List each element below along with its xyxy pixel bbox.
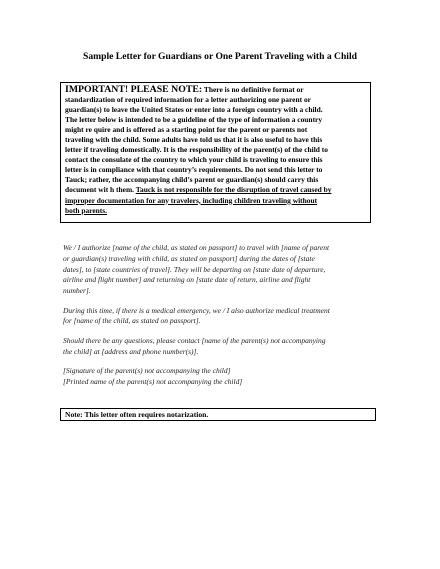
disclaimer-underlined: improper documentation for any travelers, including children traveling without — [65, 195, 318, 205]
important-notice-lead: IMPORTANT! PLEASE NOTE: — [65, 84, 203, 95]
important-notice-text: There is no definitive format or — [202, 85, 304, 94]
paragraph-line: Should there be any questions, please contact [name of the parent(s) not accompanying — [63, 335, 326, 345]
important-notice-line: might re quire and is offered as a starting point for the parent or parents not — [65, 125, 308, 135]
signature-line: [Signature of the parent(s) not accompanying the child] — [63, 365, 231, 375]
paragraph-line: the child] at [address and phone number(s)]. — [63, 346, 199, 356]
contact-paragraph — [63, 336, 383, 358]
paragraph-line: During this time, if there is a medical emergency, we / I also authorize medical treatment — [63, 305, 330, 315]
paragraph-line: or guardian(s) traveling with child, as stated on passport] during the dates of [state — [63, 253, 315, 263]
important-notice-line: standardization of required information for a letter authorizing one parent or — [65, 95, 311, 105]
document-title: Sample Letter for Guardians or One Parent Traveling with a Child — [83, 51, 357, 62]
disclaimer-underlined: both parents. — [65, 205, 108, 215]
important-notice-line: The letter below is intended to be a guideline of the type of information a country — [65, 115, 323, 125]
letter-body — [63, 243, 383, 396]
important-notice-line: traveling with the child. Some adults have told us that it is also useful to have this — [65, 135, 323, 145]
paragraph-line: number]. — [63, 286, 91, 296]
important-notice-line: letter if traveling domestically. It is the responsibility of the parent(s) of the child to — [65, 145, 328, 155]
paragraph-line: for [name of the child, as stated on passport]. — [63, 316, 201, 326]
important-notice-line — [65, 185, 368, 195]
authorization-paragraph — [63, 243, 383, 297]
important-notice-line: Tauck; rather, the accompanying child’s parent or guardian(s) should carry this — [65, 175, 319, 185]
paragraph-line: dates], to [state countries of travel]. They will be departing on [state date of departure, — [63, 264, 326, 274]
important-notice-line: guardian(s) to leave the United States or enter into a foreign country with a child. — [65, 105, 323, 115]
medical-paragraph — [63, 306, 383, 328]
important-notice-line: contact the consulate of the country to which your child is traveling to ensure this — [65, 155, 323, 165]
disclaimer-underlined: Tauck is not responsible for the disruption of travel caused by — [135, 185, 332, 195]
paragraph-line: We / I authorize [name of the child, as stated on passport] to travel with [name of parent — [63, 243, 330, 252]
notarization-note: Note: This letter often requires notarization. — [60, 408, 376, 421]
paragraph-line: airline and flight number] and returning on [state date of return, airline and flight — [63, 275, 311, 285]
important-notice-line-1 — [65, 85, 368, 95]
printed-name-line: [Printed name of the parent(s) not accompanying the child] — [63, 376, 243, 386]
important-notice-text: document wit h them. — [65, 185, 136, 195]
signature-block — [63, 366, 383, 388]
important-notice-box — [60, 82, 371, 223]
important-notice-line: letter is in compliance with that country’s requirements. Do not send this letter to — [65, 165, 323, 175]
